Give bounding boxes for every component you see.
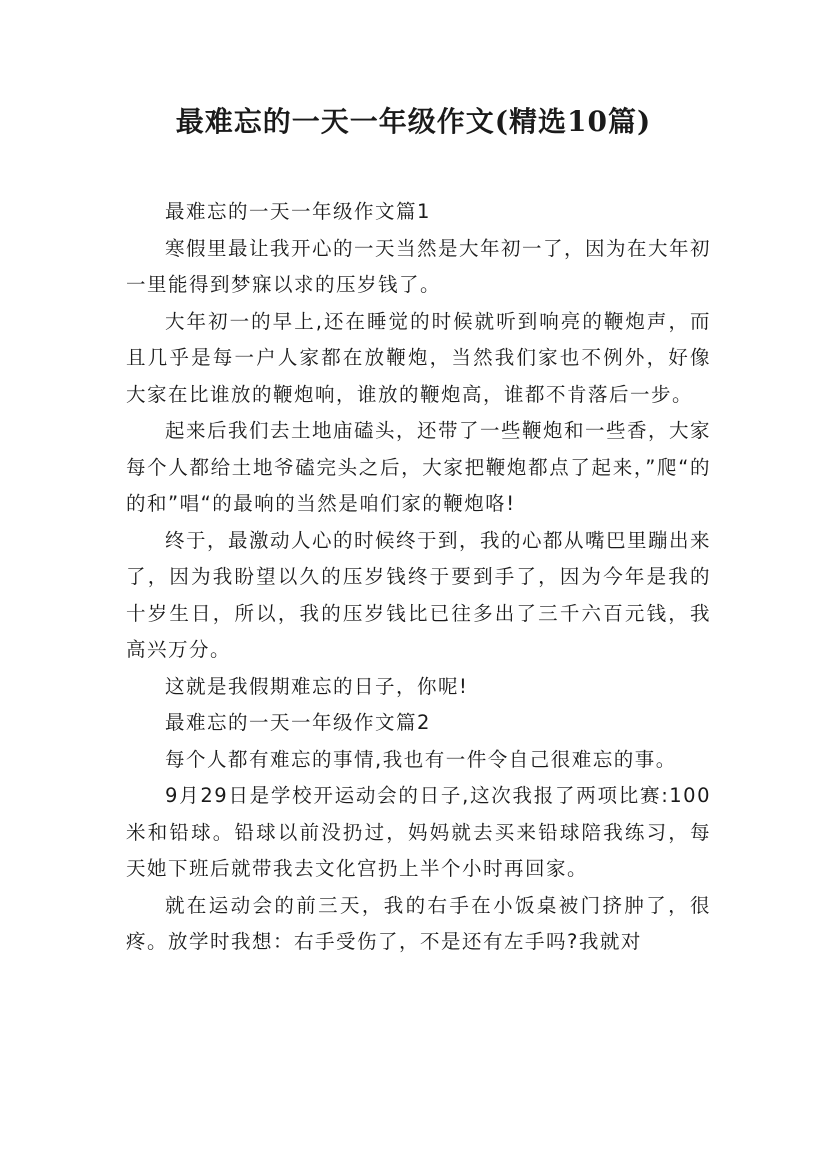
- section-heading-2: 最难忘的一天一年级作文篇2: [165, 711, 431, 734]
- document-title: 最难忘的一天一年级作文(精选10篇): [175, 105, 652, 138]
- document-body: [126, 194, 711, 961]
- paragraph: 终于，最激动人心的时候终于到，我的心都从嘴巴里蹦出来了，因为我盼望以久的压岁钱终于要到手了，因为今年是我的十岁生日，所以，我的压岁钱比已往多出了三千六百元钱，我高兴万分。: [126, 528, 712, 661]
- paragraph: 寒假里最让我开心的一天当然是大年初一了，因为在大年初一里能得到梦寐以求的压岁钱了。: [126, 236, 712, 296]
- paragraph: 就在运动会的前三天，我的右手在小饭桌被门挤肿了，很疼。放学时我想：右手受伤了，不是还有左手吗?我就对: [126, 893, 711, 953]
- paragraph: 起来后我们去土地庙磕头，还带了一些鞭炮和一些香，大家每个人都给土地爷磕完头之后，大家把鞭炮都点了起来，”爬“的的和”唱“的最响的当然是咱们家的鞭炮咯!: [126, 419, 712, 515]
- paragraph: 这就是我假期难忘的日子，你呢!: [165, 674, 469, 698]
- paragraph: 大年初一的早上,还在睡觉的时候就听到响亮的鞭炮声，而且几乎是每一户人家都在放鞭炮，当然我们家也不例外，好像大家在比谁放的鞭炮响，谁放的鞭炮高，谁都不肯落后一步。: [126, 309, 711, 406]
- paragraph: 9月29日是学校开运动会的日子,这次我报了两项比赛:100米和铅球。铅球以前没扔过，妈妈就去买来铅球陪我练习，每天她下班后就带我去文化宫扔上半个小时再回家。: [126, 784, 711, 880]
- section-heading-1: 最难忘的一天一年级作文篇1: [165, 200, 431, 223]
- paragraph: 每个人都有难忘的事情,我也有一件令自己很难忘的事。: [165, 747, 677, 771]
